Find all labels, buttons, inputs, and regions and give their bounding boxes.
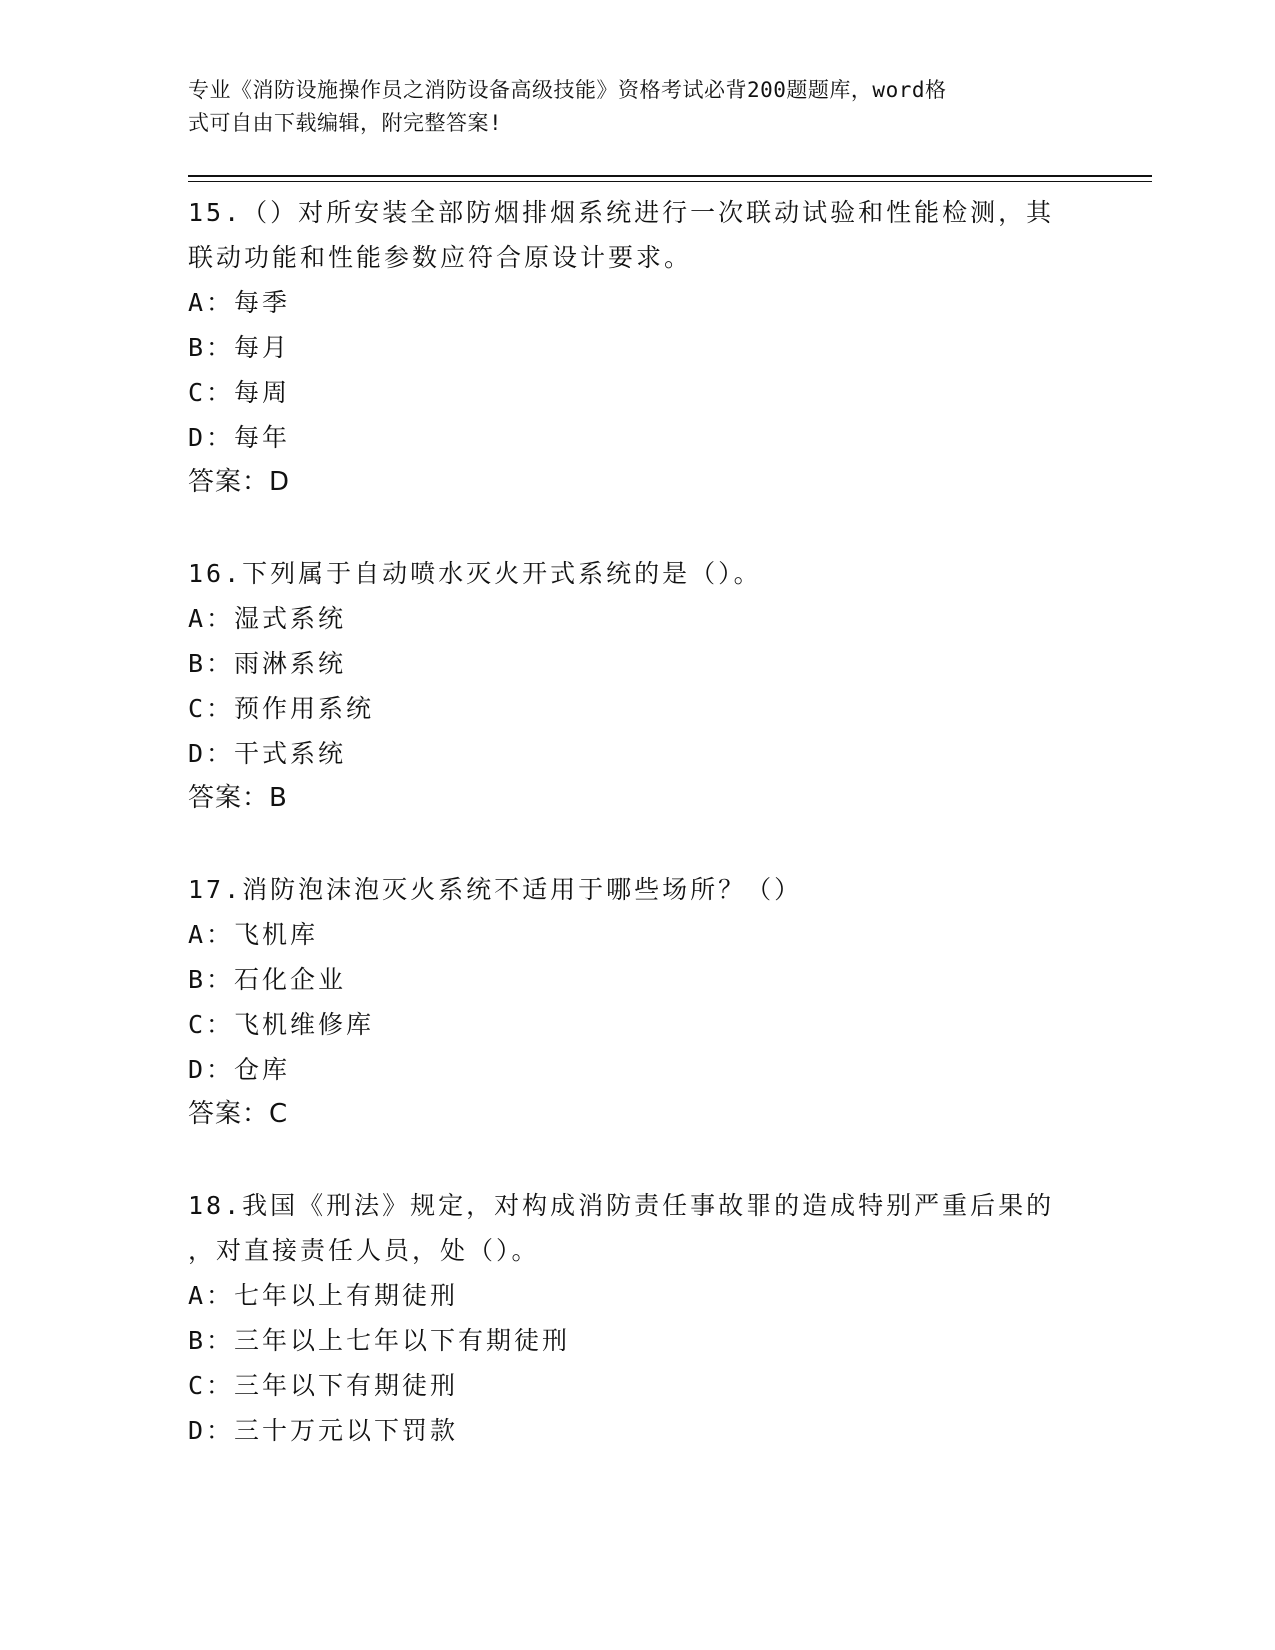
- option-c: C：预作用系统: [188, 694, 375, 723]
- option-b: B：每月: [188, 333, 291, 362]
- option-a: A：每季: [188, 288, 291, 317]
- option-b: B：三年以上七年以下有期徒刑: [188, 1326, 571, 1355]
- question-list: [188, 190, 1088, 1499]
- question-17: [188, 867, 1088, 1137]
- question-text-line: 联动功能和性能参数应符合原设计要求。: [188, 243, 693, 272]
- header-line-2: 式可自由下载编辑，附完整答案!: [188, 111, 503, 135]
- option-c: C：三年以下有期徒刑: [188, 1371, 459, 1400]
- option-b: B：雨淋系统: [188, 649, 347, 678]
- option-c: C：每周: [188, 378, 291, 407]
- answer-line: 答案：D: [188, 467, 291, 497]
- option-d: D：仓库: [188, 1055, 291, 1084]
- option-b: B：石化企业: [188, 965, 347, 994]
- header-line-1: 专业《消防设施操作员之消防设备高级技能》资格考试必背200题题库，word格: [188, 78, 947, 102]
- question-text-line: 16.下列属于自动喷水灭火开式系统的是（）。: [188, 559, 762, 588]
- header-divider-thick: [188, 175, 1152, 177]
- question-18: [188, 1183, 1088, 1453]
- option-d: D：每年: [188, 423, 291, 452]
- question-text-line: 15.（）对所安装全部防烟排烟系统进行一次联动试验和性能检测，其: [188, 198, 1055, 227]
- option-c: C：飞机维修库: [188, 1010, 375, 1039]
- question-15: [188, 190, 1088, 505]
- header-divider-thin: [188, 181, 1152, 182]
- answer-line: 答案：C: [188, 1099, 289, 1129]
- question-text-line: 18.我国《刑法》规定，对构成消防责任事故罪的造成特别严重后果的: [188, 1191, 1055, 1220]
- document-header: [188, 74, 1068, 140]
- question-text-line: ，对直接责任人员，处（）。: [188, 1236, 540, 1265]
- option-a: A：飞机库: [188, 920, 319, 949]
- option-d: D：三十万元以下罚款: [188, 1416, 459, 1445]
- answer-line: 答案：B: [188, 783, 288, 813]
- option-d: D：干式系统: [188, 739, 347, 768]
- option-a: A：湿式系统: [188, 604, 347, 633]
- option-a: A：七年以上有期徒刑: [188, 1281, 459, 1310]
- question-16: [188, 551, 1088, 821]
- question-text-line: 17.消防泡沫泡灭火系统不适用于哪些场所？（）: [188, 875, 803, 904]
